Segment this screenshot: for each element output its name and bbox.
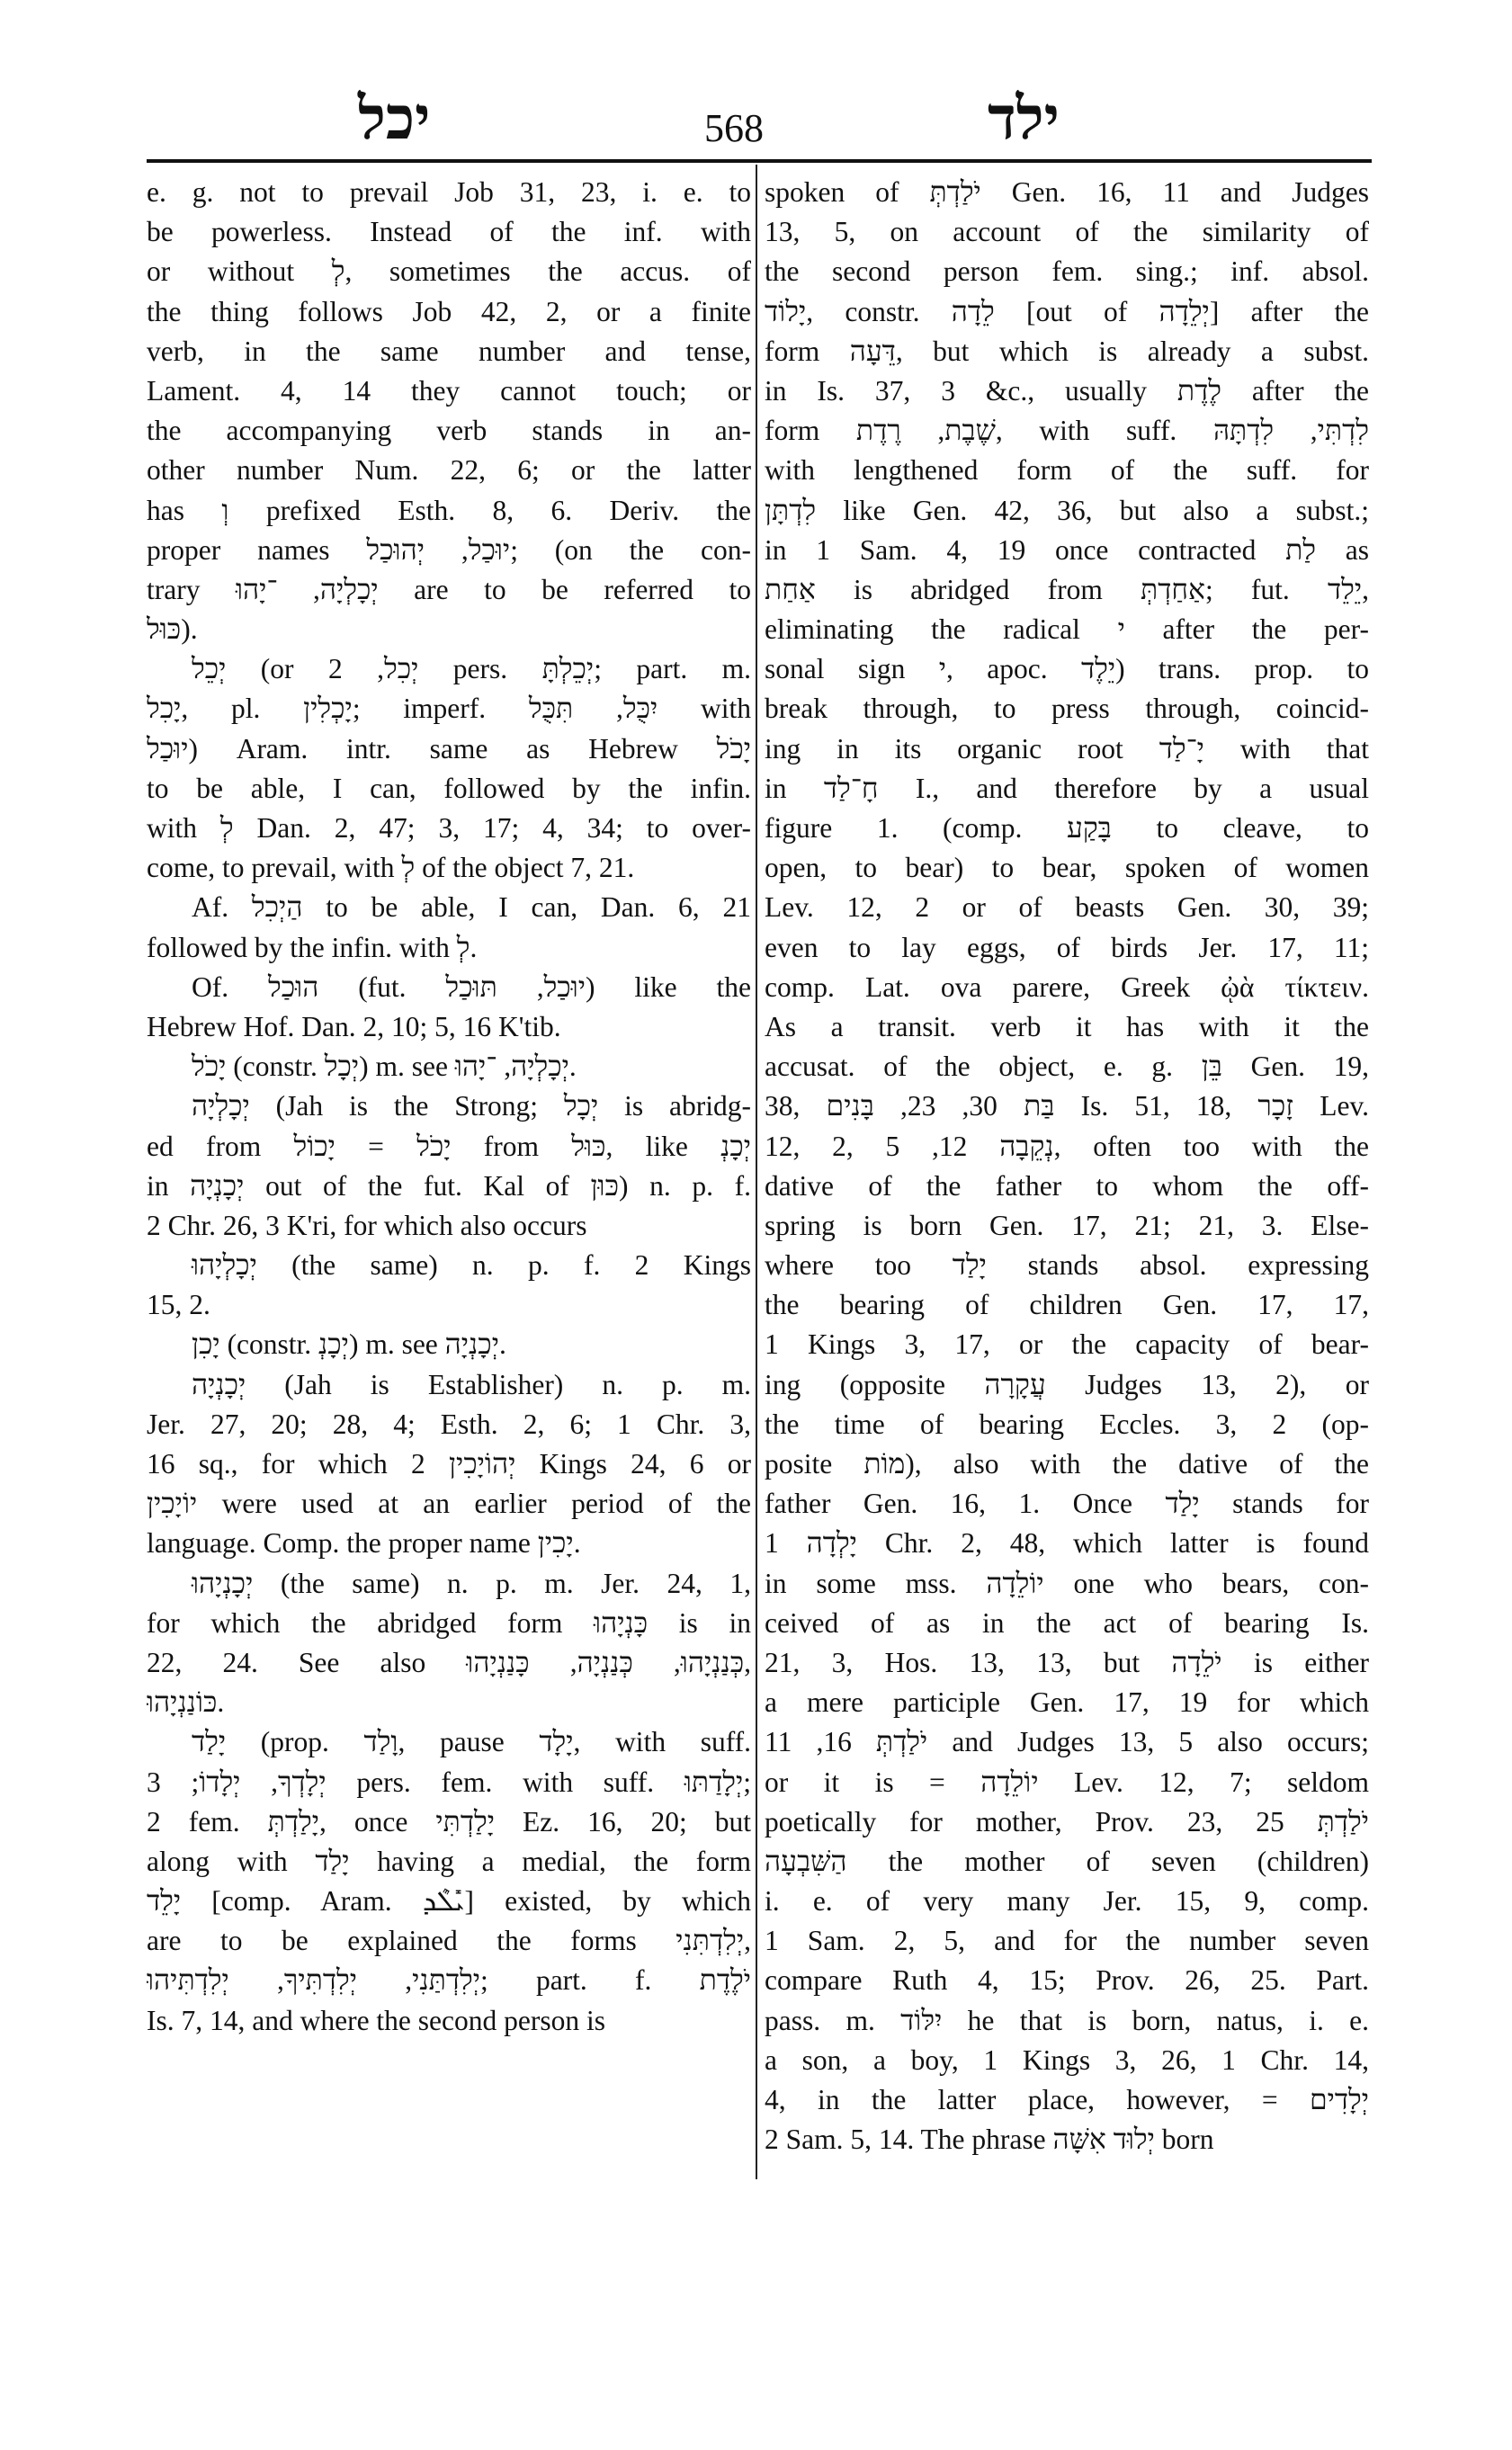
text-line: accusat. of the object, e. g. בֵּן Gen. 19, <box>765 1051 1369 1083</box>
text-line: Hebrew Hof. Dan. 2, 10; 5, 16 K'tib. <box>147 1010 561 1042</box>
text-line: ed from יָכֹל = יָכוֹל from כּוּל, like יְכָנְ <box>147 1130 751 1162</box>
text-line: הַשִּׁבְעָה the mother of seven (children) <box>765 1845 1369 1877</box>
text-line: even to lay eggs, of birds Jer. 17, 11; <box>765 931 1369 963</box>
text-line: Jer. 27, 20; 28, 4; Esth. 2, 6; 1 Chr. 3, <box>147 1408 751 1440</box>
left-column <box>147 173 751 2041</box>
text-line: 21, 3, Hos. 13, 13, but יֹלֵדָה is either <box>765 1646 1369 1678</box>
text-line: a son, a boy, 1 Kings 3, 26, 1 Chr. 14, <box>765 2043 1369 2076</box>
header-rule <box>147 159 1372 163</box>
text-line: are to be explained the forms יְלִדְתִּנִי, <box>147 1925 751 1957</box>
text-line: e. g. not to prevail Job 31, 23, i. e. to <box>147 176 751 208</box>
text-line: יְכָלְיָהוּ (the same) n. p. f. 2 Kings <box>192 1249 751 1282</box>
text-line: spoken of יֹלַדְתְּ Gen. 16, 11 and Judges <box>765 176 1369 208</box>
text-line: 38, בַּת 30, 23, בָּנִים Is. 51, 18, זָכָר Lev. <box>765 1090 1369 1122</box>
text-line: ceived of as in the act of bearing Is. <box>765 1606 1369 1639</box>
text-line: 13, 5, on account of the similarity of <box>765 216 1369 248</box>
text-line: to be able, I can, followed by the infin. <box>147 772 751 804</box>
text-line: other number Num. 22, 6; or the latter <box>147 454 751 487</box>
text-line: poetically for mother, Prov. 23, 25 יֹלַדְתְּ <box>765 1805 1369 1838</box>
column-divider <box>756 165 757 2179</box>
text-line: 22, 24. See also כְּנַנְיָהוּ, כְּנַנְיָה, כָּנַנְיָהוּ, <box>147 1646 751 1678</box>
text-line: כּוֹנַנְיָהוּ. <box>147 1686 225 1719</box>
guide-word-right: ילד <box>988 86 1060 152</box>
text-line: come, to prevail, with לְ of the object 7, 21. <box>147 852 635 884</box>
text-line: Af. הַיְכִל to be able, I can, Dan. 6, 21 <box>192 891 751 924</box>
text-line: or it is = יוֹלֵדָה Lev. 12, 7; seldom <box>765 1766 1369 1798</box>
text-line: form דֵּעָה, but which is already a subst. <box>765 335 1369 367</box>
text-line: כּוּל). <box>147 613 198 646</box>
text-line: trary יְכָלְיָה, ־יָהוּ are to be referred to <box>147 573 751 605</box>
text-line: As a transit. verb it has with it the <box>765 1010 1369 1042</box>
text-line: 15, 2. <box>147 1289 210 1321</box>
text-line: the second person fem. sing.; inf. absol. <box>765 255 1369 288</box>
text-line: spring is born Gen. 17, 21; 21, 3. Else- <box>765 1209 1369 1241</box>
text-line: in 1 Sam. 4, 19 once contracted לַת as <box>765 533 1369 566</box>
text-line: יוּכַל) Aram. intr. same as Hebrew יָכֹל <box>147 732 751 765</box>
text-line: אַחַת is abridged from אַחַדְתְּ; fut. יֵלֵד, <box>765 573 1369 605</box>
text-line: a mere participle Gen. 17, 19 for which <box>765 1686 1369 1719</box>
text-line: followed by the infin. with לְ. <box>147 931 478 963</box>
page-number: 568 <box>704 106 764 150</box>
text-line: Lament. 4, 14 they cannot touch; or <box>147 374 751 407</box>
text-line: יָכִל, pl. יָכְלִין; imperf. יִכֻּל, תִּכֻּל with <box>147 693 751 725</box>
text-line: open, to bear) to bear, spoken of women <box>765 852 1369 884</box>
running-header <box>147 85 1370 157</box>
text-line: 2 fem. יָלַדְתְּ, once יָלַדְתִּי Ez. 16, 20; but <box>147 1805 751 1838</box>
text-line: break through, to press through, coincid- <box>765 693 1369 725</box>
text-line: יָכִן (constr. יְכָנְ) m. see יְכָנְיָה. <box>192 1328 506 1361</box>
text-line: יָכֹל (constr. יְכָל) m. see יְכָלְיָה, ־יָהוּ. <box>192 1051 577 1083</box>
text-line: יָלְדָה 1 Chr. 2, 48, which latter is found <box>765 1527 1369 1560</box>
text-line: the time of bearing Eccles. 3, 2 (op- <box>765 1408 1369 1440</box>
text-line: יֹלַדְתְּ 16, 11 and Judges 13, 5 also occurs; <box>765 1726 1369 1758</box>
text-line: in יְכָנְיָה out of the fut. Kal of כּוּן) n. p. f. <box>147 1169 751 1202</box>
text-line: ing in its organic root יָ־לַד with that <box>765 732 1369 765</box>
text-line: i. e. of very many Jer. 15, 9, comp. <box>765 1885 1369 1918</box>
text-line: father Gen. 16, 1. Once יָלַד stands for <box>765 1488 1369 1520</box>
text-line: 1 Kings 3, 17, or the capacity of bear- <box>765 1328 1369 1361</box>
text-line: the thing follows Job 42, 2, or a finite <box>147 295 751 327</box>
text-line: 2 Sam. 5, 14. The phrase יְלוּד אִשָּׁה born <box>765 2124 1214 2156</box>
text-line: posite מוֹת), also with the dative of the <box>765 1448 1369 1480</box>
text-line: with lengthened form of the suff. for <box>765 454 1369 487</box>
text-line: Lev. 12, 2 or of beasts Gen. 30, 39; <box>765 891 1369 924</box>
text-line: יְכָנְיָה (Jah is Establisher) n. p. m. <box>192 1368 751 1400</box>
text-line: Of. הוּכַל (fut. יוּכַל, תּוּכַל) like the <box>192 970 751 1003</box>
text-line: יוֹיָכִין were used at an earlier period of the <box>147 1488 751 1520</box>
text-line: sonal sign י, apoc. יֵלֶד) trans. prop. to <box>765 653 1369 685</box>
text-line: comp. Lat. ova parere, Greek ᾠὰ τίκτειν. <box>765 970 1369 1003</box>
text-line: ing (opposite עֲקָרָה Judges 13, 2), or <box>765 1368 1369 1400</box>
text-line: לִדְתָּן like Gen. 42, 36, but also a subst.; <box>765 494 1369 526</box>
text-line: יְכֵל (or יְכִל, 2 pers. יְכֵלְתָּ; part. m. <box>192 653 751 685</box>
text-line: for which the abridged form כָּנְיָהוּ is in <box>147 1606 751 1639</box>
text-line: language. Comp. the proper name יָכִין. <box>147 1527 581 1560</box>
right-column <box>765 173 1369 2159</box>
text-line: where too יָלַד stands absol. expressing <box>765 1249 1369 1282</box>
text-line: with לְ Dan. 2, 47; 3, 17; 4, 34; to over- <box>147 812 751 844</box>
text-line: יְכָנְיָהוּ (the same) n. p. m. Jer. 24, 1, <box>192 1567 751 1599</box>
text-line: Is. 7, 14, and where the second person is <box>147 2004 605 2036</box>
text-line: has וְ prefixed Esth. 8, 6. Deriv. the <box>147 494 751 526</box>
text-line: compare Ruth 4, 15; Prov. 26, 25. Part. <box>765 1964 1369 1997</box>
text-line: in some mss. יוֹלֵדָה one who bears, con- <box>765 1567 1369 1599</box>
text-line: 2 Chr. 26, 3 K'ri, for which also occurs <box>147 1209 587 1241</box>
text-line: eliminating the radical י after the per- <box>765 613 1369 646</box>
text-line: in Is. 37, 3 &c., usually לֶדֶת after the <box>765 374 1369 407</box>
text-line: dative of the father to whom the off- <box>765 1169 1369 1202</box>
guide-word-left: יכל <box>358 86 431 152</box>
text-line: pass. m. יִלּוֹד he that is born, natus, i. e. <box>765 2004 1369 2036</box>
text-line: 4, in the latter place, however, = יְלָדִים <box>765 2084 1369 2115</box>
text-line: יְלִדְתַּנִי, יְלִדְתִּיךָ, יְלִדְתִּיהוּ; part. f. יֹלֶדֶת <box>147 1964 751 1997</box>
text-line: יָלַד (prop. וָלַד, pause יָלָד, with suff. <box>192 1726 751 1758</box>
text-line: figure 1. (comp. בָּקַע to cleave, to <box>765 812 1369 844</box>
text-line: יָלֵד [comp. Aram. ܝܺܠܶܕ] existed, by which <box>147 1885 751 1918</box>
text-line: form שֶׁבֶת, רֶדֶת, with suff. לִדְתִּי, לִדְתָּהּ <box>765 415 1369 447</box>
text-line: proper names יוּכַל, יְהוּכַל; (on the con- <box>147 533 751 566</box>
text-line: 1 Sam. 2, 5, and for the number seven <box>765 1925 1369 1957</box>
text-line: in חָ־לַד I., and therefore by a usual <box>765 772 1369 804</box>
text-line: or without לְ, sometimes the accus. of <box>147 255 751 288</box>
text-line: 12, 2, נְקֵבָה 12, 5, often too with the <box>765 1130 1369 1162</box>
text-line: be powerless. Instead of the inf. with <box>147 216 751 248</box>
text-line: יְכָלְיָה (Jah is the Strong; יְכָל is abridg- <box>192 1090 751 1122</box>
text-line: verb, in the same number and tense, <box>147 335 751 367</box>
text-line: along with יָלַד having a medial, the form <box>147 1845 751 1877</box>
text-line: the accompanying verb stands in an- <box>147 415 751 447</box>
text-line: יְלָדְךָ, יְלָדוֹ; 3 pers. fem. with suff. יְלָדַתּוּ; <box>147 1766 751 1798</box>
text-line: יָלוֹד, constr. לֵדָה [out of יְלֵדָה] after the <box>765 295 1369 327</box>
text-line: the bearing of children Gen. 17, 17, <box>765 1289 1369 1321</box>
text-line: 16 sq., for which יְהוֹיָכִין 2 Kings 24, 6 or <box>147 1448 751 1480</box>
